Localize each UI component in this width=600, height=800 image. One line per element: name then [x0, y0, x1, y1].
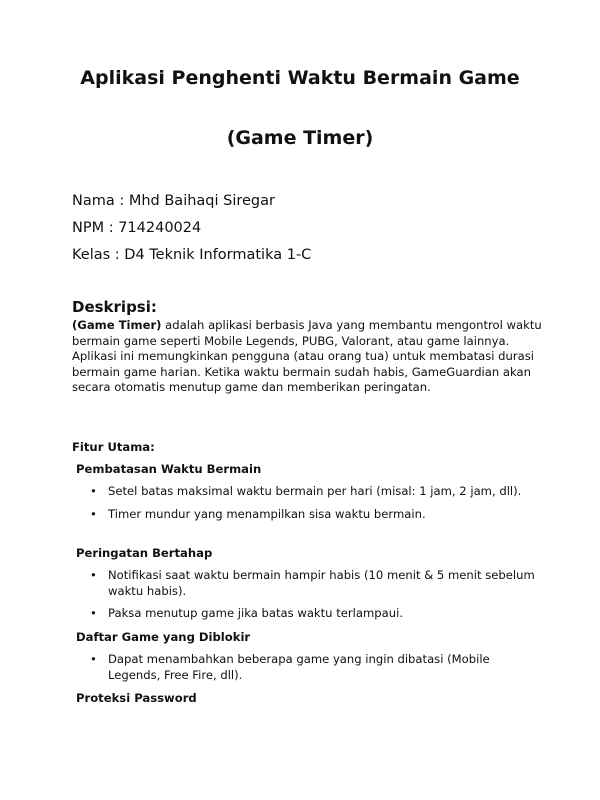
feature-bullet	[76, 652, 538, 683]
description-paragraph	[72, 318, 542, 396]
feature-section-warnings	[76, 545, 546, 622]
features-heading: Fitur Utama:	[72, 440, 155, 454]
student-class: Kelas : D4 Teknik Informatika 1-C	[72, 247, 312, 263]
feature-section-time-limit	[76, 461, 546, 522]
student-npm: NPM : 714240024	[72, 220, 202, 236]
feature-section-title: Daftar Game yang Diblokir	[76, 630, 251, 644]
bullet-dot-icon: •	[90, 506, 97, 521]
document-title: Aplikasi Penghenti Waktu Bermain Game	[80, 67, 520, 89]
feature-bullet	[76, 484, 538, 500]
feature-bullet	[76, 606, 538, 622]
feature-bullet-text: Timer mundur yang menampilkan sisa waktu bermain.	[108, 506, 426, 521]
feature-bullet-list	[76, 484, 546, 522]
feature-bullet-text: Setel batas maksimal waktu bermain per hari (misal: 1 jam, 2 jam, dll).	[108, 484, 522, 498]
feature-section-title: Pembatasan Waktu Bermain	[76, 462, 262, 476]
description-heading: Deskripsi:	[72, 298, 157, 316]
document-subtitle: (Game Timer)	[226, 127, 374, 149]
feature-bullet-list	[76, 652, 546, 683]
feature-bullet-text: Paksa menutup game jika batas waktu terlampaui.	[108, 606, 404, 621]
description-lead: (Game Timer)	[72, 318, 162, 332]
feature-bullet-text: Dapat menambahkan beberapa game yang ingin dibatasi (Mobile Legends, Free Fire, dll).	[108, 652, 490, 682]
feature-bullet-text: Notifikasi saat waktu bermain hampir habis (10 menit & 5 menit sebelum waktu habis).	[108, 568, 535, 598]
feature-bullet-list	[76, 568, 546, 622]
bullet-dot-icon: •	[90, 484, 97, 498]
student-name: Nama : Mhd Baihaqi Siregar	[72, 193, 275, 209]
description-text: adalah aplikasi berbasis Java yang membantu mengontrol waktu bermain game seperti Mobile Legends, PUBG, Valorant, atau game lainnya. Aplikasi ini memungkinkan pengguna (atau orang tua) untuk membatasi durasi bermain game harian. Ketika waktu bermain sudah habis, GameGuardian akan secara otomatis menutup game dan memberikan peringatan.	[72, 318, 542, 395]
bullet-dot-icon: •	[90, 568, 97, 582]
bullet-dot-icon: •	[90, 652, 97, 666]
feature-section-title: Proteksi Password	[76, 691, 197, 705]
feature-bullet	[76, 568, 538, 599]
feature-section-title: Peringatan Bertahap	[76, 546, 213, 560]
feature-bullet	[76, 507, 538, 523]
feature-section-blocked-games	[76, 629, 546, 683]
bullet-dot-icon: •	[90, 606, 97, 621]
feature-section-password	[76, 690, 546, 706]
